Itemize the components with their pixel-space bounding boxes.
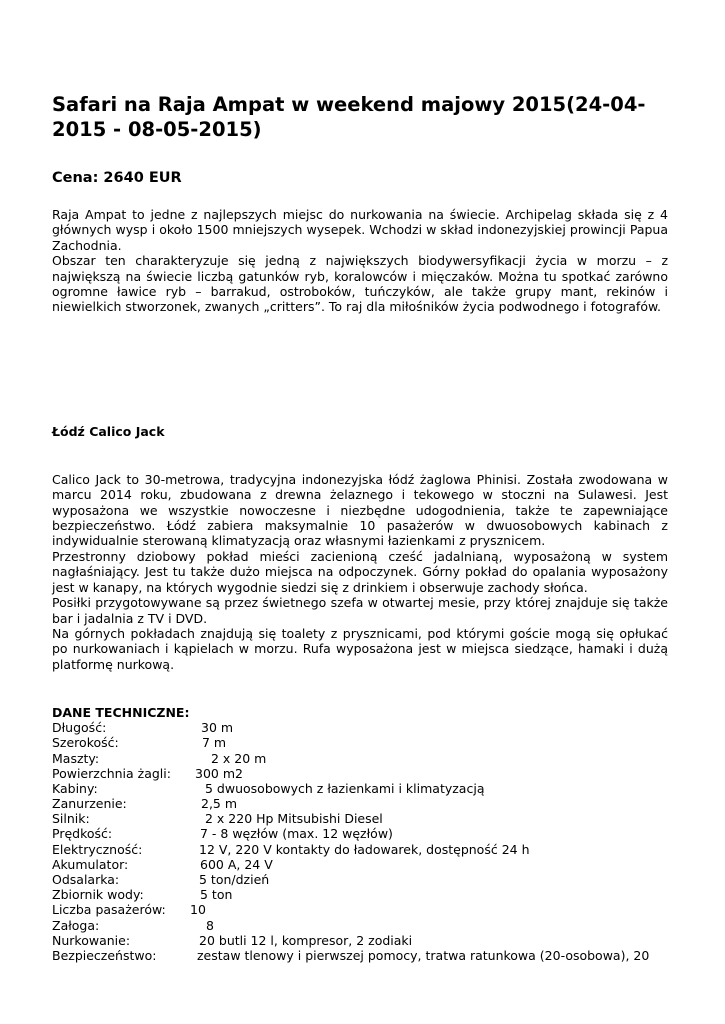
spec-label: Nurkowanie:	[52, 932, 131, 948]
spec-value: 12 V, 220 V kontakty do ładowarek, dostępność 24 h	[199, 841, 530, 857]
boat-paragraph: Calico Jack to 30-metrowa, tradycyjna indonezyjska łódź żaglowa Phinisi. Została zwodowana w marcu 2014 roku, zbudowana z drewna żelaznego i tekowego w stoczni na Sulawesi. Jest wyposażona we wszystkie nowoczesne i niezbędne udogodnienia, także te zapewniające bezpieczeństwo. Łódź zabiera maksymalnie 10 pasażerów w dwuosobowych kabinach z indywidualnie sterowaną klimatyzacją oraz własnymi łazienkami z prysznicem.	[52, 471, 668, 549]
boat-heading: Łódź Calico Jack	[52, 423, 165, 439]
spec-value: 5 ton	[200, 887, 233, 903]
spec-label: Silnik:	[52, 811, 90, 827]
spec-label: Prędkość:	[52, 826, 113, 842]
spec-value: 8	[206, 917, 214, 933]
boat-description	[52, 472, 668, 672]
tech-specs-heading: DANE TECHNICZNE:	[52, 705, 190, 721]
spec-label: Maszty:	[52, 750, 100, 766]
spec-value: 300 m2	[195, 765, 243, 781]
spec-value: 30 m	[201, 720, 234, 736]
boat-paragraph: Posiłki przygotowywane są przez świetnego szefa w otwartej mesie, przy której znajduje się także bar i jadalnia z TV i DVD.	[52, 595, 668, 626]
intro-section	[52, 207, 668, 315]
spec-row-battery	[52, 857, 668, 872]
spec-row-speed	[52, 826, 668, 841]
spec-label: Szerokość:	[52, 735, 119, 751]
spec-label: Elektryczność:	[52, 841, 143, 857]
spec-row-cabins	[52, 781, 668, 796]
boat-paragraph: Na górnych pokładach znajdują się toalety z prysznicami, pod którymi goście mogą się opłukać po nurkowaniach i kąpielach w morzu. Rufa wyposażona jest w miejsca siedzące, hamaki i dużą platformę nurkową.	[52, 625, 668, 672]
spec-row-sail-area	[52, 766, 668, 781]
tech-specs-list	[52, 720, 668, 963]
spec-value: 2 x 220 Hp Mitsubishi Diesel	[205, 811, 383, 827]
spec-row-width	[52, 735, 668, 750]
spec-label: Zanurzenie:	[52, 796, 127, 812]
spec-row-crew	[52, 918, 668, 933]
spec-value: 7 m	[202, 735, 227, 751]
spec-label: Akumulator:	[52, 856, 129, 872]
spec-row-water-tank	[52, 887, 668, 902]
spec-label: Odsalarka:	[52, 872, 120, 887]
spec-row-diving	[52, 933, 668, 948]
spec-row-draft	[52, 796, 668, 811]
spec-label: Załoga:	[52, 917, 100, 933]
spec-row-masts	[52, 751, 668, 766]
spec-value: 5 ton/dzień	[199, 872, 270, 887]
spec-value: 600 A, 24 V	[200, 856, 273, 872]
spec-row-safety	[52, 948, 668, 963]
spec-label: Kabiny:	[52, 780, 98, 796]
spec-row-desalinator	[52, 872, 668, 887]
document-page	[52, 92, 668, 963]
spec-value: 10	[190, 902, 206, 918]
spec-row-electricity	[52, 842, 668, 857]
spec-value: 7 - 8 węzłów (max. 12 węzłów)	[200, 826, 393, 842]
spec-value: 2,5 m	[201, 796, 238, 812]
spec-label: Liczba pasażerów:	[52, 902, 166, 918]
spec-label: Bezpieczeństwo:	[52, 947, 157, 963]
price-label: Cena: 2640 EUR	[52, 170, 182, 186]
spec-label: Powierzchnia żagli:	[52, 765, 171, 781]
spec-value: zestaw tlenowy i pierwszej pomocy, tratwa ratunkowa (20-osobowa), 20	[197, 947, 650, 963]
spec-value: 2 x 20 m	[211, 750, 267, 766]
spec-row-length	[52, 720, 668, 735]
spec-value: 20 butli 12 l, kompresor, 2 zodiaki	[199, 932, 413, 948]
spec-label: Zbiornik wody:	[52, 887, 144, 903]
spec-row-passengers	[52, 902, 668, 917]
page-title: Safari na Raja Ampat w weekend majowy 2015(24-04-2015 - 08-05-2015)	[52, 93, 646, 141]
boat-paragraph: Przestronny dziobowy pokład mieści zacienioną cześć jadalnianą, wyposażoną w system nagłaśniający. Jest tu także dużo miejsca na odpoczynek. Górny pokład do opalania wyposażony jest w kanapy, na których wygodnie siedzi się z drinkiem i obserwuje zachody słońca.	[52, 548, 668, 595]
spec-value: 5 dwuosobowych z łazienkami i klimatyzacją	[205, 780, 485, 796]
spec-row-engine	[52, 811, 668, 826]
intro-paragraph: Raja Ampat to jedne z najlepszych miejsc do nurkowania na świecie. Archipelag składa się z 4 głównych wysp i około 1500 mniejszych wysepek. Wchodzi w skład indonezyjskiej prowincji Papua Zachodnia.	[52, 207, 668, 253]
spec-label: Długość:	[52, 720, 107, 736]
intro-paragraph: Obszar ten charakteryzuje się jedną z największych biodywersyfikacji życia w morzu – z największą na świecie liczbą gatunków ryb, koralowców i mięczaków. Można tu spotkać zarówno ogromne ławice ryb – barrakud, ostroboków, tuńczyków, ale także grupy mant, rekinów i niewielkich stworzonek, zwanych „critters”. To raj dla miłośników życia podwodnego i fotografów.	[52, 253, 668, 315]
